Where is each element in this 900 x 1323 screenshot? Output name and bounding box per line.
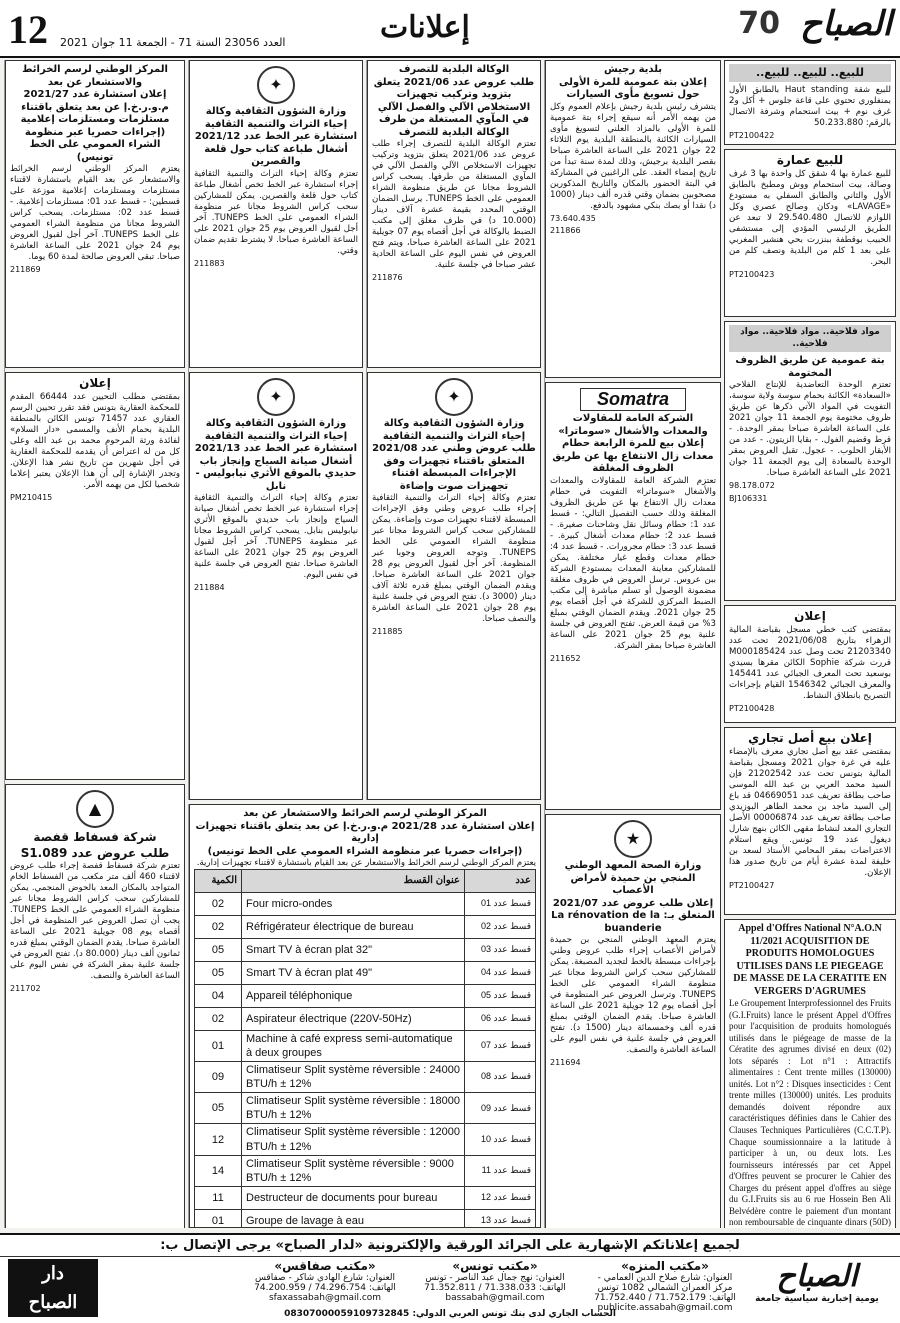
lot-number-cell: قسط عدد 10: [465, 1124, 536, 1155]
emblem-icon: ★: [614, 820, 652, 858]
table-row: [195, 1155, 536, 1186]
ad-parking-agency: [367, 60, 541, 368]
column-2: [544, 60, 721, 1228]
ad-ref: 211884: [194, 583, 225, 592]
quantity-cell: 02: [195, 916, 242, 939]
ad-bar: مواد فلاحية.. مواد فلاحية.. مواد فلاحية..: [729, 325, 891, 352]
quantity-cell: 01: [195, 1209, 242, 1228]
quantity-cell: 05: [195, 1093, 242, 1124]
ad-ref: 211883: [194, 258, 225, 268]
office-name: «مكتب صفاقس»: [274, 1259, 376, 1273]
ad-text: يتشرف رئيس بلدية رجيش بإعلام العموم وكل من يهمه الأمر أنه سيقع إجراء بتة عمومية للمرة الأولى بالمزاد العلني لتسويغ مأوى السيارات الكائنة بالمنطقة البلدية يوم الثلاثاء 22 جوان 2021 على الساعة العاشرة صباحا بقصر البلدية برجيش، وذلك لمدة سنة تبدأ من تاريخ إمضاء العقد. على الراغبين في المشاركة في البتة الحضور بالمكان والتاريخ المذكورين مصحوبين بضمان وقتي قدره ألف دينار (1000 د) نقدا أو بصك بنكي مشهود بالدفع.: [550, 101, 716, 211]
ad-tender-fruits: [724, 919, 896, 1228]
ad-org: المركز الوطني لرسم الخرائط والاستشعار عن بعد: [22, 64, 168, 88]
logo-line: دار: [42, 1263, 64, 1284]
ad-text: للبيع عمارة بها 4 شقق كل واحدة بها 3 غرف وصالة، بيت استحمام ووش ومطبخ بالطابق الأول والثاني والطابق السفلي به مستودع «LAVAGE» ودكان وصالح عصري وكل اللوازم للاتصال 29.540.480 لا تبعد عن الطريق الرئيسي المؤدي إلى مستشفى الحبيب بوقطفة ببنزرت بحي هنشير المغربي على بعد 1 كلم من البلدية ونصف كلم من البحر.: [729, 168, 891, 267]
ad-title: طلب عروض وطني عدد 2021/08 المتعلق باقتناء تجهيزات وفق الإجراءات المبسطة اقتناء تجهيزات صوت وإضاءة: [372, 443, 536, 492]
logo-text: الصباح: [776, 1259, 858, 1294]
ad-somatra: [545, 382, 721, 810]
column-1: [724, 60, 896, 1228]
office-email[interactable]: bassabah@gmail.com: [445, 1293, 545, 1303]
ad-title: طلب عروض عدد S1.089: [20, 845, 170, 860]
quantity-cell: 02: [195, 1008, 242, 1031]
lot-title-cell: Four micro-ondes: [242, 893, 465, 916]
lot-title-cell: Appareil téléphonique: [242, 985, 465, 1008]
somatra-logo: Somatra: [580, 388, 686, 411]
newspaper-logo: الصباح: [800, 4, 892, 44]
ad-ref: PT2100423: [729, 269, 775, 279]
ad-agri: [724, 321, 896, 601]
ad-title: استشارة عبر الخط عدد 2021/12 أشغال طباعة كتاب حول قلعة والقصرين: [194, 131, 358, 167]
ad-apartment-sale: [724, 60, 896, 145]
ad-title: إعلان بتة عمومية للمرة الأولى حول تسويغ مأوى السيارات: [559, 76, 707, 100]
table-row: [195, 1186, 536, 1209]
anniversary-badge: 70: [738, 6, 780, 41]
ad-text: Le Groupement Interprofessionnel des Fruits (G.I.Fruits) lance le présent Appel d'Offres pour l'acquisition de produits homologués utilisés dans le piégeage de masse de la Cératite des agrumes divisé en deux (02) lots séparés : Lot n°1 : Attractifs alimentaires : Cent trente milles (130000) unités. Lot n°2 : Disques insecticides : Cent trente milles (130000) unités. Les produits demandés doivent répondre aux caractéristiques définies dans le Cahier des Clauses Techniques Particulières (C.C.T.P). Chaque soumissionnaire a la latitude à participer à un, ou deux lots. Les fournisseurs intéressés par cet Appel d'Offres peuvent se procurer le Cahier des Charges du présent appel d'offres au siège du G.I.Fruits sis au 6 rue Hossein Ben Ali Belvédère contre le paiement d'un montant non remboursable de cinquante dinars (50D): [729, 998, 891, 1228]
ad-text: تعتزم الوحدة التعاضدية للإنتاج الفلاحي «السعادة» الكائنة بحمام سوسة ولاية سوسة، التفويت في المواد الآتي ذكرها عن طريق ظروف مختومة يوم الجمعة 11 جوان 2021 على الساعة العاشرة صباحا بمقر الوحدة. - قرط وقضيم الفول. - بقايا الزيتون. - عدد من الأبقار الحلوب. - عجول. تقبل العروض بمقر الوحدة بالسعادة إلى يوم الجمعة 11 جوان 2021 على الساعة العاشرة صباحا.: [729, 380, 892, 479]
ad-phone: 98.178.072: [729, 481, 775, 491]
contact-title: لجميع إعلاناتكم الإشهارية على الجرائد الورقية والإلكترونية «لدار الصباح» يرجى الإتصال ب:: [0, 1235, 900, 1257]
assabah-logo: [742, 1259, 892, 1304]
table-header-row: [195, 870, 536, 893]
table-body: [195, 893, 536, 1229]
quantity-cell: 14: [195, 1155, 242, 1186]
ad-heritage-fence: [189, 372, 363, 800]
office-address: العنوان: نهج جمال عبد الناصر - تونس: [425, 1273, 565, 1283]
ad-phone: 73.640.435: [550, 213, 596, 223]
ad-text: بمقتضى كتب خطي مسجل بقباضة المالية الزهراء بتاريخ 2021/06/08 تحت عدد 21203340 تحت وصل عدد M000185424 قررت شركة Sophie الكائن مقرها بسيدي بوسعيد تحت المعرف الجبائي عدد 145441 والمعرف الجبائي 1546342 القيام بإجراءات التصريح بانطلاق النشاط.: [729, 624, 891, 701]
ad-text: تعتزم الوكالة البلدية للتصرف إجراء طلب عروض عدد 2021/06 يتعلق بتزويد وتركيب تجهيزات الاستخلاص الآلي والفصل الآلي في المآوي المستغلة من طرفها. يسحب كراس الشروط مجانا عن طريق منظومة الشراء العمومي على الخط TUNEPS. يرسل الضمان الوقتي المحدد بقيمة عشرة آلاف دينار (10.000 د) في ظرف مغلق إلى مكتب الضبط بالوكالة في أجل أقصاه يوم 07 جويلية 2021 على الساعة العاشرة صباحا، ويتم فتح العروض في نفس اليوم على الساعة الحادية عشر صباحا في جلسة علنية.: [372, 139, 536, 270]
ad-ref: BJ106331: [729, 493, 768, 503]
office-address: العنوان: شارع الهادي شاكر - صفاقس: [254, 1273, 396, 1283]
ad-text: يعتزم المعهد الوطني المنجي بن حميدة لأمراض الأعصاب إجراء طلب عروض وطني بإجراءات مبسطة بالخط لتجديد المصبغة. يمكن للمشاركين سحب كراس الشروط مجانا عبر منظومة الشراء العمومي على الخط TUNEPS. وترسل العروض عبر المنظومة في أجل أقصاه يوم 12 جويلية 2021 على الساعة العاشرة صباحا. يقدم الضمان الوقتي بمبلغ قدره ألف وخمسمائة دينار (1500 د). تفتح العروض في جلسة علنية في نفس اليوم على الساعة العاشرة والنصف.: [550, 935, 717, 1055]
lot-number-cell: قسط عدد 12: [465, 1186, 536, 1209]
lot-number-cell: قسط عدد 11: [465, 1155, 536, 1186]
ad-ref: 211869: [10, 265, 41, 274]
ad-text: تعتزم وكالة إحياء التراث والتنمية الثقافية إجراء طلب عروض وطني وفق الإجراءات المبسطة لاقتناء تجهيزات صوت وإضاءة. يمكن للمشاركين سحب كراس الشروط مجانا عبر منظومة الشراء العمومي على الخط TUNEPS. وتوجه العروض وجوبا عبر المنظومة. آخر أجل لقبول العروض يوم 28 جوان 2021 على الساعة العاشرة صباحا. ويقدم الضمان الوقتي بمبلغ قدره ثلاثة آلاف دينار (3000 د). تفتح العروض في جلسة علنية يوم 28 جوان 2021 على الساعة العاشرة والنصف صباحا.: [372, 493, 537, 624]
quantity-cell: 12: [195, 1124, 242, 1155]
page-number: 12: [8, 7, 48, 52]
lot-number-cell: قسط عدد 01: [465, 893, 536, 916]
logo-subtitle: يومية إخبارية سياسية جامعة: [755, 1294, 879, 1304]
column-4: [188, 60, 363, 800]
column-5: [4, 60, 185, 1228]
office-phone: الهاتف: 71.752.179 / 71.752.440: [594, 1293, 736, 1303]
office-phone: الهاتف: 74.296.754 / 74.200.959: [254, 1283, 396, 1293]
lot-title-cell: Groupe de lavage à eau: [242, 1209, 465, 1228]
lot-number-cell: قسط عدد 13: [465, 1209, 536, 1228]
column-3: [366, 60, 541, 800]
ad-text: تعتزم الشركة العامة للمقاولات والمعدات والأشغال «سوماترا» التفويت في حطام معدات زال الانتفاع بها عن طريق الظروف المغلقة وذلك حسب التفصيل التالي: - قسط عدد 1: حطام وسائل نقل وشاحنات صغيرة. - قسط عدد 2: حطام معدات أشغال كبيرة. - قسط عدد 3: حطام مجرورات. - قسط عدد 4: حطام معدات وقطع غيار مختلفة. يمكن للمشاركين معاينة المعدات بمستودع الشركة ببن عروس. ترسل العروض في ظروف مغلقة مضمونة الوصول أو تسلم مباشرة إلى مكتب الضبط المركزي للشركة في أجل أقصاه يوم 25 جوان 2021. ويقدم الضمان الوقتي بمبلغ 3% من قيمة العرض. تفتح العروض في جلسة علنية يوم 25 جوان 2021 على الساعة العاشرة صباحا بمقر الشركة.: [550, 475, 717, 651]
lot-number-cell: قسط عدد 03: [465, 939, 536, 962]
office-name: «مكتب تونس»: [452, 1259, 538, 1273]
ad-intro: يعتزم المركز الوطني لرسم الخرائط والاستشعار عن بعد القيام باستشارة لاقتناء تجهيزات إدارية.: [196, 858, 536, 868]
ad-ref: 211876: [372, 273, 403, 282]
emblem-icon: ✦: [257, 378, 295, 416]
ad-text: للبيع شقة Haut standing بالطابق الأول بمنفلوري تحتوي على قاعة جلوس + أكل و2 غرف نوم + بيت استحمام وشرفة الاتصال بالرقم: 50.233.880: [729, 85, 891, 129]
ad-title: إعلان: [79, 376, 111, 390]
ad-title: Appel d'Offres National N°A.O.N 11/2021 ACQUISITION DE PRODUITS HOMOLOGUES UTILISES DANS LE PIEGEAGE DE MASSE DE LA CERATITE EN VERGERS D'AGRUMES: [733, 923, 887, 997]
ad-cartography-supplies: [5, 60, 185, 368]
ad-notice: [724, 605, 896, 723]
dar-assabah-logo: [8, 1259, 98, 1317]
ad-text: تعتزم شركة فسفاط قفصة إجراء طلب عروض لاقتناء 460 ألف متر مكعب من الفسفاط الخام المتواجد بالمكان المعد بالحوض المنجمي. يمكن للمشاركين سحب كراس الشروط مجانا عبر منظومة الشراء العمومي على الخط TUNEPS. يجب أن تصل العروض عبر المنظومة في أجل أقصاه يوم 08 جويلية 2021 على الساعة العاشرة صباحا. يقدم الضمان الوقتي بمبلغ قدره ثمانون ألف دينار (80.000 د). تفتح العروض في جلسة علنية بمقر الشركة في نفس اليوم على الساعة العاشرة والنصف.: [10, 861, 180, 982]
lot-number-cell: قسط عدد 09: [465, 1093, 536, 1124]
table-header: عنوان القسط: [242, 870, 465, 893]
table-row: [195, 893, 536, 916]
lot-number-cell: قسط عدد 04: [465, 962, 536, 985]
ad-org: وزارة الشؤون الثقافية وكالة إحياء التراث والتنمية الثقافية: [204, 106, 348, 130]
table-row: [195, 1124, 536, 1155]
ad-title: إعلان طلب عروض عدد 2021/07 المتعلق بـ: La rénovation de la buanderie: [551, 897, 715, 934]
emblem-icon: ✦: [257, 66, 295, 104]
ad-ref: PT2100428: [729, 703, 775, 713]
ad-title: إعلان: [794, 609, 826, 624]
office-menzah: [590, 1259, 740, 1313]
contact-bar: [0, 1233, 900, 1323]
items-table: [194, 869, 536, 1228]
office-sfax: [250, 1259, 400, 1303]
lot-number-cell: قسط عدد 06: [465, 1008, 536, 1031]
lot-title-cell: Destructeur de documents pour bureau: [242, 1186, 465, 1209]
lot-number-cell: قسط عدد 07: [465, 1031, 536, 1062]
office-phone: الهاتف: 71.338.033 / 71.352.811: [424, 1283, 566, 1293]
ad-title: استشارة عبر الخط عدد 2021/13 أشغال صيانة السياج وإنجاز باب حديدي بالموقع الأثري نيابوليس - نابل: [194, 443, 358, 492]
ad-org: بلدية رجيش: [603, 64, 663, 75]
lot-title-cell: Réfrigérateur électrique de bureau: [242, 916, 465, 939]
ad-heritage-print: [189, 60, 363, 368]
emblem-icon: ✦: [435, 378, 473, 416]
table-header: عدد: [465, 870, 536, 893]
table-row: [195, 916, 536, 939]
lot-number-cell: قسط عدد 08: [465, 1062, 536, 1093]
table-row: [195, 1093, 536, 1124]
ad-cartography-equipment: [188, 804, 541, 1228]
ad-subtitle: (إجراءات حصريا عبر منظومة الشراء العمومي على الخط تونيس): [207, 845, 523, 857]
ad-title: إعلان استشارة عدد 2021/28 م.و.ر.خ.إ عن بعد يتعلق باقتناء تجهيزات إدارية: [195, 820, 535, 844]
ad-shop-sale: [724, 727, 896, 915]
quantity-cell: 11: [195, 1186, 242, 1209]
ad-box: [189, 804, 541, 1228]
quantity-cell: 02: [195, 893, 242, 916]
lot-title-cell: Climatiseur Split système réversible : 12000 BTU/h ± 12%: [242, 1124, 465, 1155]
ad-ref: PT2100422: [729, 131, 775, 141]
bank-account: الحساب الجاري لدى بنك تونس العربي الدولي: 08307000059109732845: [284, 1309, 616, 1319]
ad-ref: 211885: [372, 627, 403, 636]
ad-org: الوكالة البلدية للتصرف: [398, 64, 510, 75]
table-row: [195, 1209, 536, 1228]
ad-text: تعتزم وكالة إحياء التراث والتنمية الثقافية إجراء استشارة عبر الخط تخص أشغال صيانة السياج وإنجاز باب حديدي بالموقع الأثري نيابوليس بنابل. يسحب كراس الشروط مجانا عبر منظومة TUNEPS. آخر أجل لقبول العروض يوم 25 جوان 2021 على الساعة العاشرة صباحا. تفتح العروض في جلسة علنية في نفس اليوم.: [194, 493, 358, 580]
ad-org: شركة فسفاط قفصة: [33, 830, 157, 844]
ad-ref: 211652: [550, 653, 581, 663]
lot-title-cell: Aspirateur électrique (220V-50Hz): [242, 1008, 465, 1031]
office-address: العنوان: شارع صلاح الدين العمامي - مركز العمران الشمالي 1082 تونس: [597, 1273, 733, 1293]
ad-land-notice: [5, 372, 185, 780]
ad-rejiche-parking: [545, 60, 721, 378]
quantity-cell: 01: [195, 1031, 242, 1062]
ad-org: وزارة الشؤون الثقافية وكالة إحياء التراث والتنمية الثقافية: [382, 418, 526, 442]
ad-text: تعتزم وكالة إحياء التراث والتنمية الثقافية إجراء استشارة عبر الخط تخص أشغال طباعة كتاب حول قلعة والقصرين. يمكن للمشاركين سحب كراس الشروط مجانا عبر منظومة الشراء العمومي على الخط TUNEPS. آخر أجل لقبول العروض يوم 25 جوان 2021 على الساعة العاشرة صباحا. لا يشترط تقديم ضمان وقتي.: [194, 168, 358, 256]
ad-org: الشركة العامة للمقاولات والمعدات والأشغال «سوماترا»: [558, 413, 708, 437]
ad-title: إعلان بيع للمرة الرابعة حطام معدات زال الانتفاع بها عن طريق الظروف المغلقة: [552, 438, 714, 474]
ad-ref: 211702: [10, 984, 41, 994]
ad-org: وزارة الشؤون الثقافية وكالة إحياء التراث والتنمية الثقافية: [204, 418, 348, 442]
lot-title-cell: Machine à café express semi-automatique à deux groupes: [242, 1031, 465, 1062]
ad-title: طلب عروض عدد 2021/06 يتعلق بتزويد وتركيب تجهيزات الاستخلاص الآلي والفصل الآلي في المآوي المستغلة من طرف الوكالة البلدية للتصرف: [373, 76, 535, 138]
lot-number-cell: قسط عدد 05: [465, 985, 536, 1008]
table-row: [195, 1008, 536, 1031]
ad-ref: 211866: [550, 225, 581, 235]
table-row: [195, 985, 536, 1008]
issue-info: العدد 23056 السنة 71 - الجمعة 11 جوان 2021: [60, 36, 286, 49]
lot-title-cell: Climatiseur Split système réversible : 9000 BTU/h ± 12%: [242, 1155, 465, 1186]
ad-text: بمقتضى مطلب التحيين عدد 66444 المقدم للمحكمة العقارية بتونس فقد تقرر تحيين الرسم العقاري عدد 71457 تونس الكائن بالمنطقة البلدية بحمام الأنف والمسمى «دار السلام» لفائدة ورثة المرحوم محمد بن عبد الله وعلى كل من له اعتراض أن يقدمه للمحكمة العقارية في أجل شهرين من تاريخ نشر هذا الإعلان. وتجدر الإشارة إلى أن هذا الإعلان يعتبر إعلاما شخصيا لكل من يهمه الأمر.: [10, 391, 181, 490]
ad-title: للبيع عمارة: [776, 153, 844, 168]
ad-heritage-sound: [367, 372, 541, 800]
office-name: «مكتب المنزه»: [621, 1259, 709, 1273]
quantity-cell: 05: [195, 939, 242, 962]
ad-neurology-institute: [545, 814, 721, 1228]
cpg-logo-icon: ▲: [76, 790, 114, 828]
ad-ref: PM210415: [10, 492, 53, 502]
ad-text: بمقتضى عقد بيع أصل تجاري معرف بالإمضاء عليه في غرة جوان 2021 ومسجل بقباضة المالية بتونس تحت عدد 21202542 فإن السيد محمد العربي بن عبد الله الموسى صاحب بطاقة تعريف عدد 04669051 قد باع إلى السيد ماجد بن محمد الطاهر البوزيدي صاحب بطاقة تعريف عدد 00006874 الأصل التجاري المعد لنشاط مقهى الكائن بنهج شارل ديغول عدد 19 تونس. ويقع استلام الاعتراضات بمقر المحامي الأستاذ لسعد بن خليفة لمدة عشرة أيام من تاريخ صدور هذا الإعلان.: [729, 746, 892, 878]
table-header: الكمية: [195, 870, 242, 893]
lot-title-cell: Smart TV à écran plat 49": [242, 962, 465, 985]
quantity-cell: 05: [195, 962, 242, 985]
page-header: [0, 0, 900, 58]
ad-ref: 211694: [550, 1058, 581, 1067]
office-email[interactable]: publicite.assabah@gmail.com: [597, 1303, 733, 1313]
ad-ref: PT2100427: [729, 880, 775, 890]
ad-head: بتة عمومية عن طريق الظروف المختومة: [735, 355, 885, 379]
quantity-cell: 09: [195, 1062, 242, 1093]
office-email[interactable]: sfaxassabah@gmail.com: [268, 1293, 382, 1303]
ad-title: إعلان استشارة عدد 2021/27 م.و.ر.خ.إ عن بعد يتعلق باقتناء مستلزمات ومستلزمات إعلامية (إجراءات حصريا عبر منظومة الشراء العمومي على الخط تونيس): [20, 89, 170, 163]
lot-title-cell: Climatiseur Split système réversible : 24000 BTU/h ± 12%: [242, 1062, 465, 1093]
lot-title-cell: Smart TV à écran plat 32": [242, 939, 465, 962]
ad-org: المركز الوطني لرسم الخرائط والاستشعار عن بعد: [243, 808, 487, 819]
ad-org: وزارة الصحة المعهد الوطني المنجي بن حميدة لأمراض الأعصاب: [564, 860, 702, 896]
lot-number-cell: قسط عدد 02: [465, 916, 536, 939]
ad-phosphate: [5, 784, 185, 1228]
section-title: إعلانات: [380, 10, 470, 45]
table-row: [195, 939, 536, 962]
lot-title-cell: Climatiseur Split système réversible : 18000 BTU/h ± 12%: [242, 1093, 465, 1124]
ad-bar: للبيع.. للبيع.. للبيع..: [729, 64, 891, 82]
logo-line: الصباح: [28, 1292, 78, 1313]
office-tunis: [420, 1259, 570, 1303]
table-row: [195, 1031, 536, 1062]
ad-text: يعتزم المركز الوطني لرسم الخرائط والاستشعار عن بعد القيام باستشارة لاقتناء مستلزمات ومستلزمات إعلامية موزعة على قسطين: - قسط عدد 01: مستلزمات إعلامية. - قسط عدد 02: مستلزمات. يسحب كراس الشروط مجانا من منظومة الشراء العمومي على الخط TUNEPS. آخر أجل لقبول العروض يوم 24 جوان 2021 على الساعة العاشرة صباحا. تبقى العروض صالحة لمدة 60 يوما.: [10, 164, 181, 262]
table-row: [195, 1062, 536, 1093]
ad-title: إعلان بيع أصل تجاري: [748, 731, 872, 746]
ad-building-sale: [724, 149, 896, 317]
quantity-cell: 04: [195, 985, 242, 1008]
table-row: [195, 962, 536, 985]
